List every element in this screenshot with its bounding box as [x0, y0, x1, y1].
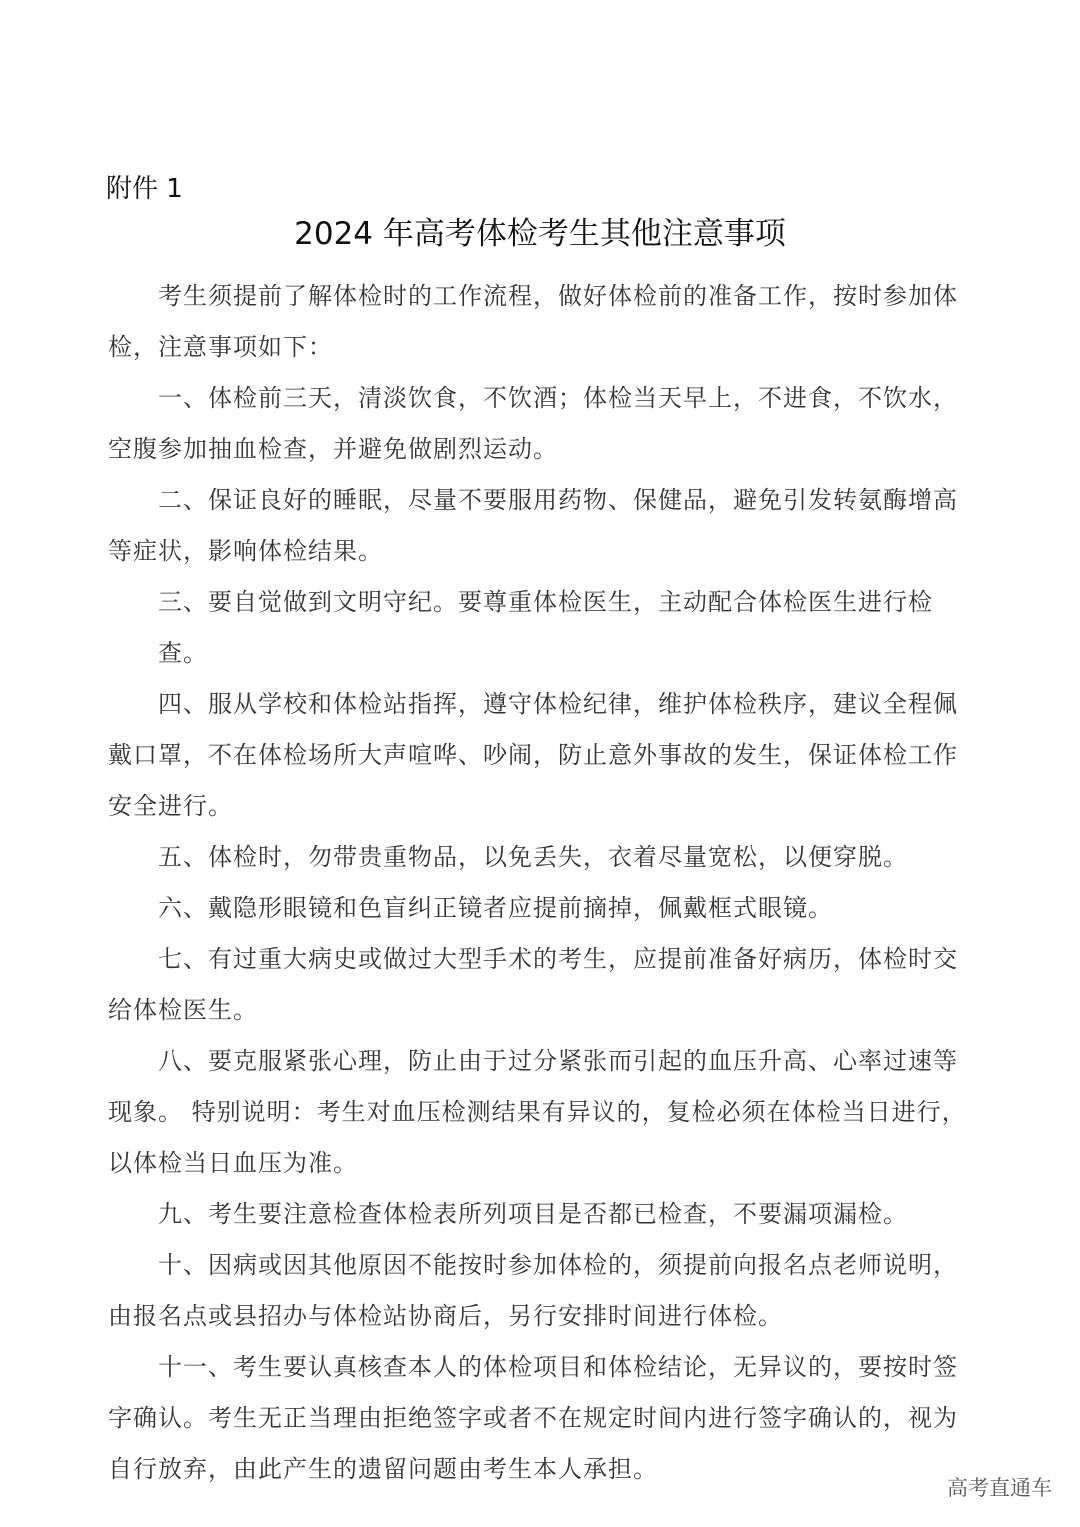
paragraph — [108, 1240, 978, 1342]
paragraph — [108, 577, 978, 679]
paragraph — [108, 1036, 978, 1189]
paragraph — [108, 373, 978, 475]
paragraph — [108, 271, 978, 373]
paragraph-line: 以体检当日血压为准。 — [108, 1149, 358, 1177]
paragraph-line: 给体检医生。 — [108, 996, 258, 1024]
paragraph-line: 安全进行。 — [108, 792, 233, 820]
paragraph-line: 自行放弃，由此产生的遗留问题由考生本人承担。 — [108, 1455, 658, 1483]
paragraph-line: 三、要自觉做到文明守纪。要尊重体检医生，主动配合体检医生进行检查。 — [158, 588, 933, 667]
paragraph-line: 检，注意事项如下： — [108, 333, 333, 361]
paragraph — [108, 883, 978, 934]
paragraph-line: 四、服从学校和体检站指挥，遵守体检纪律，维护体检秩序，建议全程佩 — [158, 690, 958, 718]
paragraph-line: 由报名点或县招办与体检站协商后，另行安排时间进行体检。 — [108, 1302, 783, 1330]
paragraph-line: 等症状，影响体检结果。 — [108, 537, 383, 565]
paragraph — [108, 934, 978, 1036]
paragraph-line: 十、因病或因其他原因不能按时参加体检的，须提前向报名点老师说明， — [158, 1251, 958, 1279]
paragraph-line: 空腹参加抽血检查，并避免做剧烈运动。 — [108, 435, 558, 463]
paragraph-line: 字确认。考生无正当理由拒绝签字或者不在规定时间内进行签字确认的，视为 — [108, 1404, 958, 1432]
document-title: 2024 年高考体检考生其他注意事项 — [294, 216, 786, 252]
attachment-label: 附件 1 — [106, 174, 183, 204]
paragraph-line: 一、体检前三天，清淡饮食，不饮酒；体检当天早上，不进食，不饮水， — [158, 384, 958, 412]
paragraph-line: 六、戴隐形眼镜和色盲纠正镜者应提前摘掉，佩戴框式眼镜。 — [158, 894, 833, 922]
paragraph-line: 五、体检时，勿带贵重物品，以免丢失，衣着尽量宽松，以便穿脱。 — [158, 843, 908, 871]
document-body — [108, 271, 978, 1495]
paragraph — [108, 1189, 978, 1240]
watermark-text: 高考直通车 — [947, 1476, 1052, 1500]
paragraph-line: 九、考生要注意检查体检表所列项目是否都已检查，不要漏项漏检。 — [158, 1200, 908, 1228]
paragraph-line: 二、保证良好的睡眠，尽量不要服用药物、保健品，避免引发转氨酶增高 — [158, 486, 958, 514]
paragraph — [108, 832, 978, 883]
paragraph-line: 七、有过重大病史或做过大型手术的考生，应提前准备好病历，体检时交 — [158, 945, 958, 973]
paragraph-line: 戴口罩，不在体检场所大声喧哗、吵闹，防止意外事故的发生，保证体检工作 — [108, 741, 958, 769]
paragraph-line: 考生须提前了解体检时的工作流程，做好体检前的准备工作，按时参加体 — [158, 282, 958, 310]
paragraph-line: 十一、考生要认真核查本人的体检项目和体检结论，无异议的，要按时签 — [158, 1353, 958, 1381]
paragraph-line: 现象。 特别说明：考生对血压检测结果有异议的，复检必须在体检当日进行， — [108, 1098, 967, 1126]
paragraph-line: 八、要克服紧张心理，防止由于过分紧张而引起的血压升高、心率过速等 — [158, 1047, 958, 1075]
paragraph — [108, 475, 978, 577]
paragraph — [108, 679, 978, 832]
paragraph — [108, 1342, 978, 1495]
